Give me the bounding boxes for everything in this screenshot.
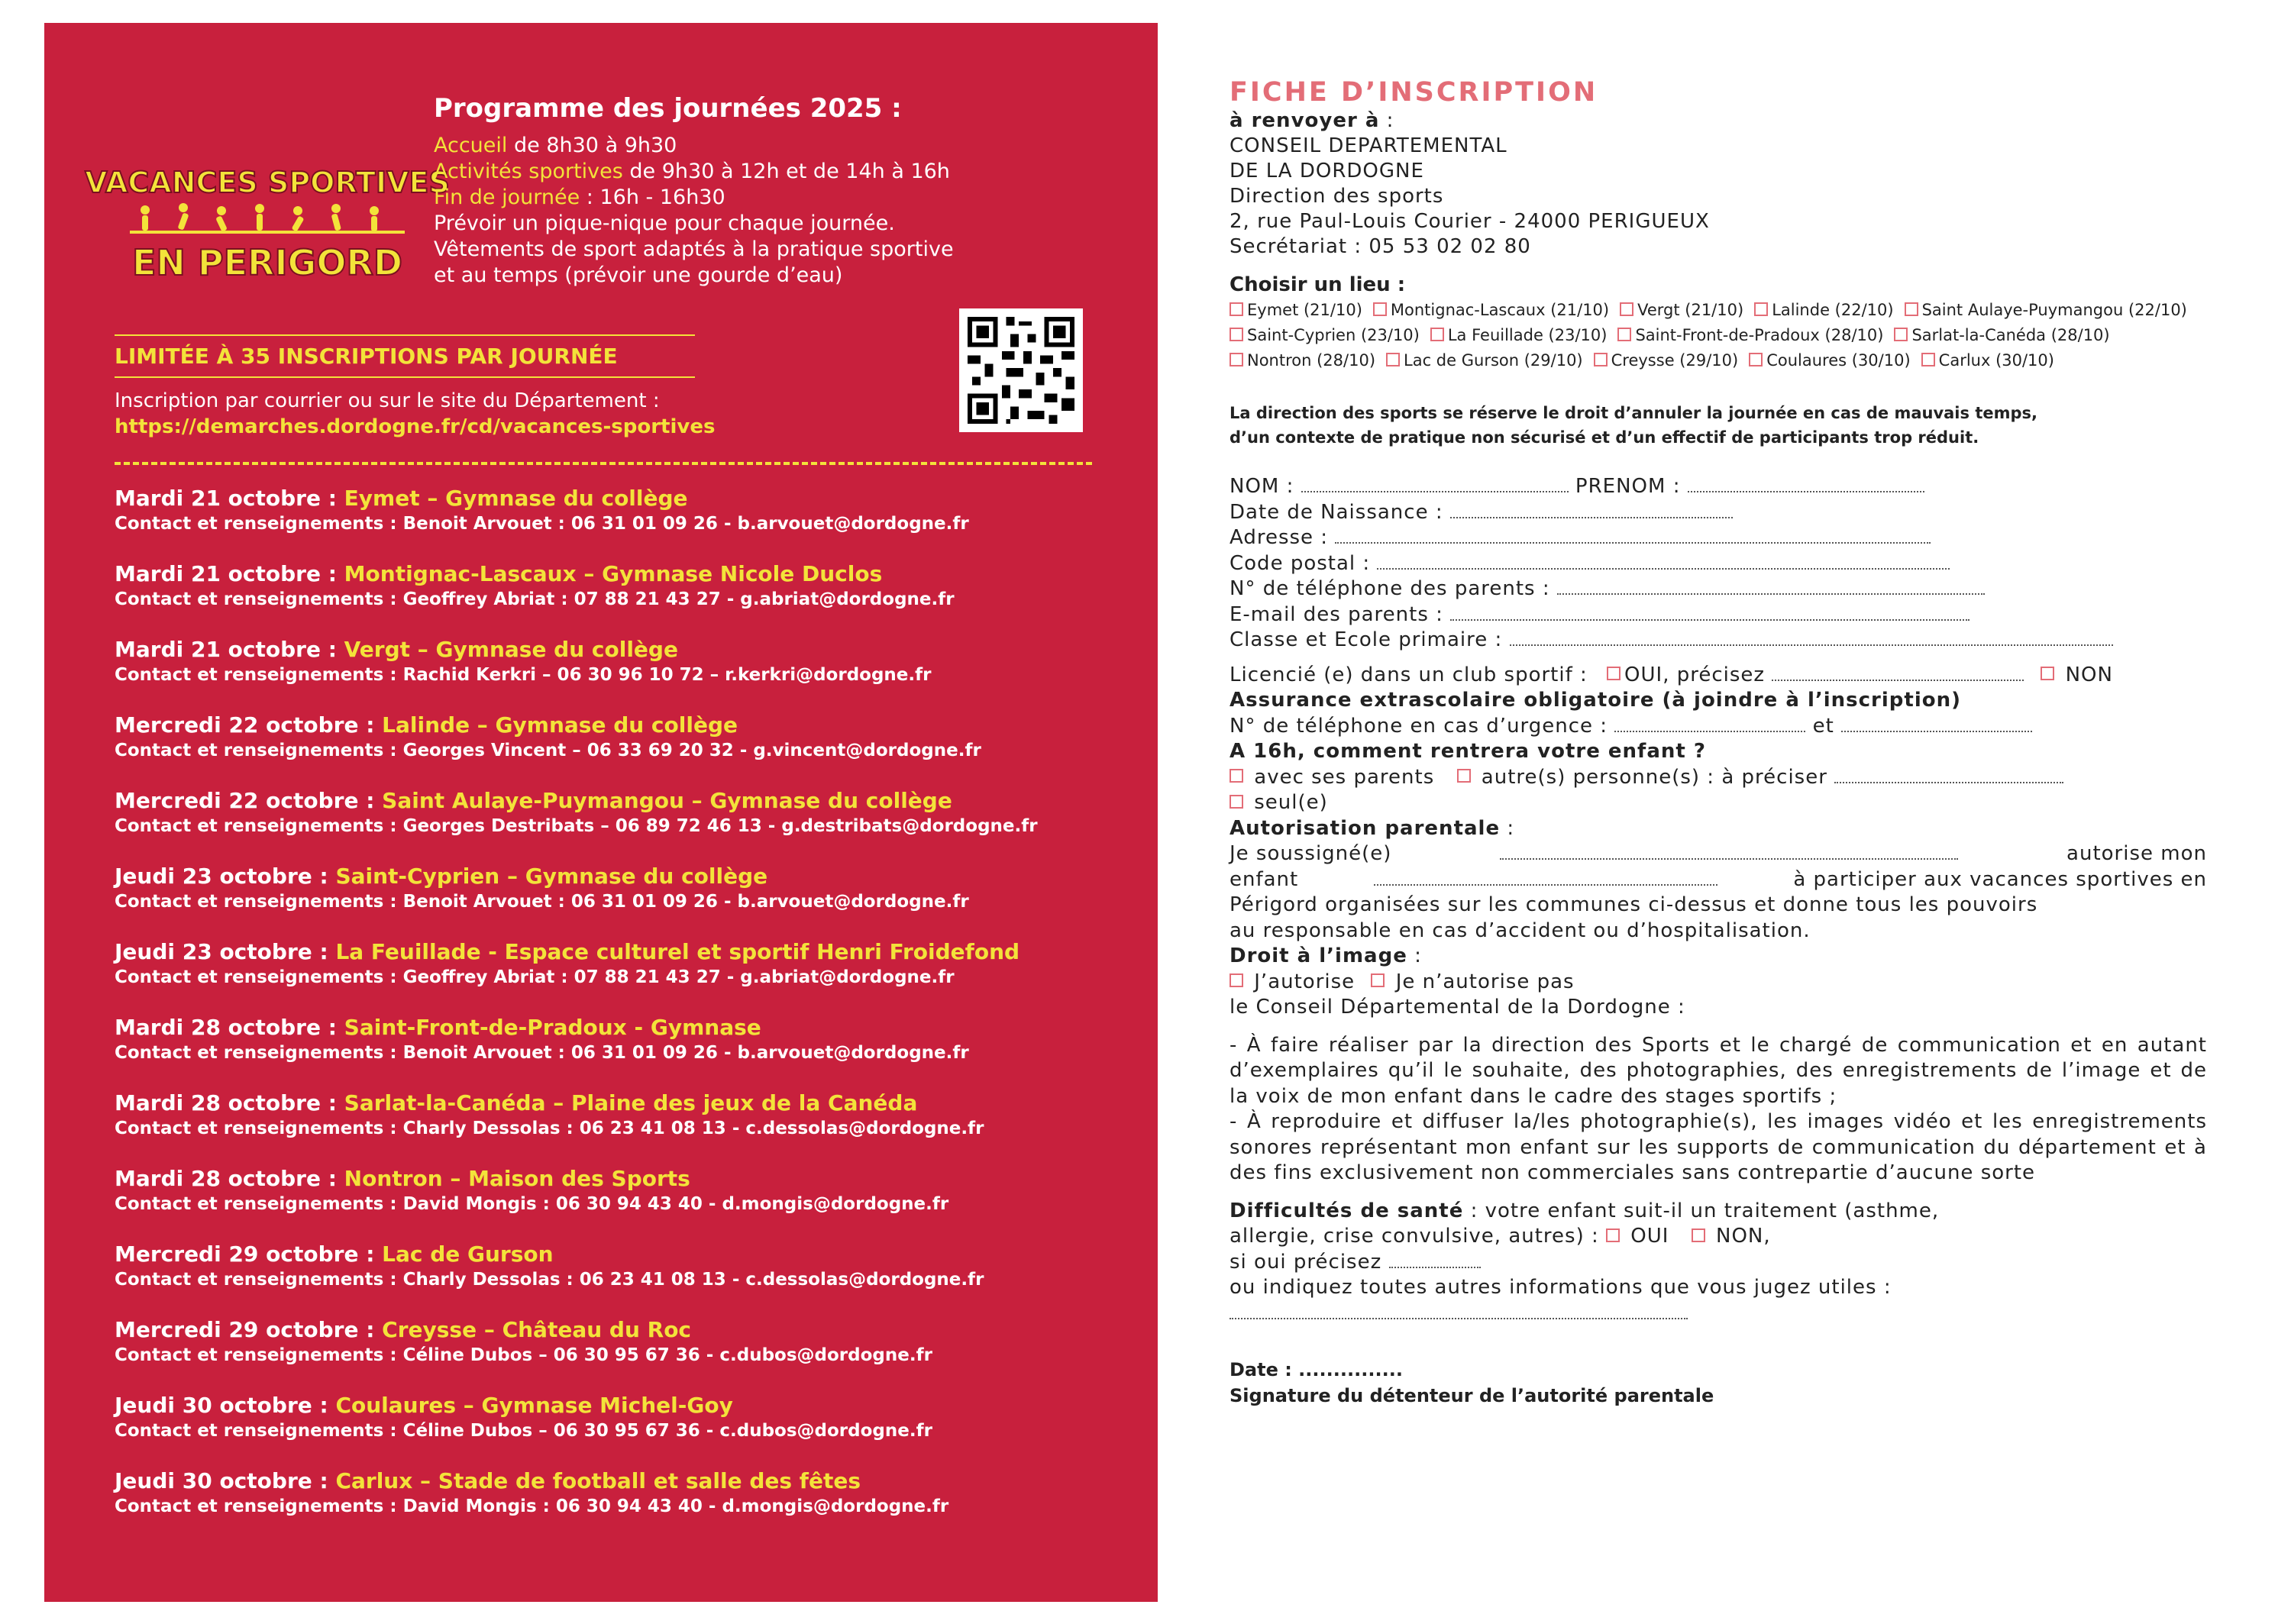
place-checkbox[interactable] [1894,328,1908,341]
parents-phone-label: N° de téléphone des parents : [1230,577,1550,600]
address-line: Secrétariat : 05 53 02 02 80 [1230,235,1531,258]
parental-authorization-label: Autorisation parentale [1230,816,1501,840]
participer-label: à participer aux vacances sportives en [1793,867,2207,891]
logo-line-2: EN PERIGORD [131,242,403,283]
program-title: Programme des journées 2025 : [434,93,902,124]
session-day: Jeudi 30 octobre : [115,1468,336,1493]
conseil-label: le Conseil Départemental de la Dordogne : [1230,996,1685,1019]
cancellation-warning [1230,401,2207,450]
place-label: Eymet (21/10) [1247,301,1362,319]
autorise-mon-label: autorise mon [2066,842,2207,865]
session-item [115,485,1123,560]
session-day: Jeudi 23 octobre : [115,939,336,964]
warning-line-1: La direction des sports se réserve le droit d’annuler la journée en cas de mauvais temps, [1230,404,2037,422]
session-place: Lalinde – Gymnase du collège [382,712,738,738]
licence-club-field[interactable] [1772,666,2024,681]
session-place: Carlux – Stade de football et salle des fêtes [335,1468,861,1493]
health-non-label: NON, [1716,1225,1771,1248]
place-option[interactable] [1749,348,1910,373]
session-place: La Feuillade - Espace culturel et sportif Henri Froidefond [335,939,1020,964]
session-item [115,1316,1123,1392]
session-contact: Contact et renseignements : Benoit Arvouet : 06 31 01 09 26 - b.arvouet@dordogne.fr [115,1043,969,1063]
form-title: FICHE D’INSCRIPTION [1230,77,1598,108]
accueil-label: Accueil [434,134,508,157]
session-place: Saint Aulaye-Puymangou – Gymnase du collège [382,788,952,813]
session-contact: Contact et renseignements : Charly Dessolas : 06 23 41 08 13 - c.dessolas@dordogne.fr [115,1270,984,1290]
address-line: DE LA DORDOGNE [1230,160,1424,182]
licence-non-label: NON [2065,663,2113,686]
session-contact: Contact et renseignements : Georges Vincent – 06 33 69 20 32 - g.vincent@dordogne.fr [115,741,981,760]
place-checkbox[interactable] [1921,353,1935,366]
insurance-label: Assurance extrascolaire obligatoire (à joindre à l’inscription) [1230,689,1961,712]
session-place: Lac de Gurson [382,1241,554,1267]
place-option[interactable] [1386,348,1583,373]
session-title [115,560,1123,588]
program-line-5: Vêtements de sport adaptés à la pratique sportive [434,237,954,261]
session-contact: Contact et renseignements : Céline Dubos – 06 30 95 67 36 - c.dubos@dordogne.fr [115,1421,932,1441]
send-to-label: à renvoyer à [1230,109,1380,132]
image-rights-colon: : [1407,944,1422,967]
session-item [115,560,1123,636]
session-day: Mardi 28 octobre : [115,1090,344,1115]
activites-text: de 9h30 à 12h et de 14h à 16h [622,160,950,183]
session-place: Coulaures – Gymnase Michel-Goy [335,1393,733,1418]
session-day: Mercredi 29 octobre : [115,1241,383,1267]
licence-non-checkbox[interactable] [2041,667,2054,680]
nom-field[interactable] [1301,477,1569,492]
health-question-2: allergie, crise convulsive, autres) : [1230,1225,1599,1248]
postal-code-label: Code postal : [1230,551,1371,575]
session-item [115,1014,1123,1090]
place-label: Vergt (21/10) [1637,301,1744,319]
place-checkbox[interactable] [1754,302,1768,316]
postal-code-field[interactable] [1377,554,1950,570]
accueil-text: de 8h30 à 9h30 [507,134,677,157]
session-title [115,1392,1123,1419]
place-option[interactable] [1921,348,2054,373]
session-item [115,1165,1123,1241]
parents-email-label: E-mail des parents : [1230,602,1443,626]
birthdate-label: Date de Naissance : [1230,500,1443,524]
pickup-other-checkbox[interactable] [1457,769,1471,783]
session-title [115,485,1123,512]
session-title [115,1090,1123,1117]
emergency-phone-field-1[interactable] [1614,717,1805,732]
session-title [115,1014,1123,1041]
parent-name-field[interactable] [1500,844,1958,860]
program-line-6: et au temps (prévoir une gourde d’eau) [434,263,843,287]
session-day: Mercredi 22 octobre : [115,788,383,813]
pickup-alone-checkbox[interactable] [1230,795,1243,809]
session-title [115,712,1123,739]
address-field[interactable] [1335,528,1931,544]
place-label: Sarlat-la-Canéda (28/10) [1911,326,2110,344]
session-title [115,636,1123,663]
place-label: La Feuillade (23/10) [1447,326,1608,344]
session-title [115,1316,1123,1344]
place-checkbox[interactable] [1617,328,1631,341]
session-place: Saint-Front-de-Pradoux - Gymnase [344,1015,761,1040]
program-panel [44,23,1158,1602]
session-title [115,1467,1123,1495]
authorization-line-4: au responsable en cas d’accident ou d’hospitalisation. [1230,919,1811,942]
athletes-silhouettes-icon [130,203,405,234]
session-title [115,787,1123,815]
session-day: Mercredi 29 octobre : [115,1317,383,1342]
parental-authorization-colon: : [1500,816,1515,840]
place-option[interactable] [1594,348,1739,373]
session-day: Mardi 28 octobre : [115,1166,344,1191]
place-option[interactable] [1617,323,1883,348]
session-item [115,1241,1123,1316]
address-line: Direction des sports [1230,185,1444,208]
je-soussigne-label: Je soussigné(e) [1230,842,1392,865]
session-place: Saint-Cyprien – Gymnase du collège [335,864,768,889]
health-non-checkbox[interactable] [1692,1228,1705,1242]
session-place: Sarlat-la-Canéda – Plaine des jeux de la Canéda [344,1090,918,1115]
session-place: Vergt – Gymnase du collège [344,637,678,662]
prenom-label: PRENOM : [1575,475,1681,498]
session-contact: Contact et renseignements : Charly Dessolas : 06 23 41 08 13 - c.dessolas@dordogne.fr [115,1119,984,1138]
session-place: Montignac-Lascaux – Gymnase Nicole Duclos [344,561,883,586]
pickup-question: A 16h, comment rentrera votre enfant ? [1230,740,1706,763]
place-label: Nontron (28/10) [1247,351,1376,370]
place-checkbox[interactable] [1386,353,1400,366]
session-list [115,485,1123,1543]
if-yes-field[interactable] [1389,1253,1481,1268]
session-day: Mardi 21 octobre : [115,486,344,511]
session-item [115,938,1123,1014]
class-school-label: Classe et Ecole primaire : [1230,628,1503,651]
place-label: Creysse (29/10) [1611,351,1739,370]
registration-form [1230,76,2207,1409]
emergency-phone-field-2[interactable] [1841,717,2032,732]
licence-label: Licencié (e) dans un club sportif : [1230,663,1588,686]
session-title [115,863,1123,890]
session-day: Mercredi 22 octobre : [115,712,383,738]
send-to-colon: : [1379,109,1394,132]
address-label: Adresse : [1230,526,1329,549]
image-authorize-checkbox[interactable] [1230,973,1243,987]
pickup-other-field[interactable] [1834,768,2063,783]
session-place: Creysse – Château du Roc [382,1317,692,1342]
pickup-other-label: autre(s) personne(s) : à préciser [1481,765,1827,789]
session-day: Jeudi 30 octobre : [115,1393,336,1418]
place-checkbox[interactable] [1230,353,1243,366]
session-item [115,1467,1123,1543]
parents-phone-field[interactable] [1557,580,1985,595]
place-option[interactable] [1620,298,1743,323]
image-rights-label: Droit à l’image [1230,944,1407,967]
activites-label: Activités sportives [434,160,623,183]
pickup-parents-checkbox[interactable] [1230,769,1243,783]
place-label: Coulaures (30/10) [1766,351,1911,370]
licence-oui-label: OUI, précisez [1624,663,1766,686]
program-line-4: Prévoir un pique-nique pour chaque journée. [434,211,895,235]
place-option[interactable] [1373,298,1609,323]
session-place: Eymet – Gymnase du collège [344,486,688,511]
health-label: Difficultés de santé [1230,1199,1464,1222]
child-name-field[interactable] [1374,870,1717,886]
session-item [115,1090,1123,1165]
warning-line-2: d’un contexte de pratique non sécurisé et d’un effectif de participants trop réduit. [1230,428,1979,447]
session-title [115,1241,1123,1268]
logo-line-1: VACANCES SPORTIVES [85,166,450,199]
health-oui-checkbox[interactable] [1606,1228,1620,1242]
session-day: Mardi 21 octobre : [115,561,344,586]
session-day: Jeudi 23 octobre : [115,864,336,889]
session-contact: Contact et renseignements : David Mongis : 06 30 94 43 40 - d.mongis@dordogne.fr [115,1194,949,1214]
session-item [115,636,1123,712]
session-item [115,787,1123,863]
pickup-parents-label: avec ses parents [1254,765,1435,789]
place-option[interactable] [1230,298,1362,323]
class-school-field[interactable] [1510,631,2113,646]
if-yes-label: si oui précisez [1230,1250,1382,1274]
place-option[interactable] [1430,323,1608,348]
health-oui-label: OUI [1630,1225,1669,1248]
program-info [434,92,1121,289]
place-checkbox[interactable] [1620,302,1633,316]
emergency-phone-label: N° de téléphone en cas d’urgence : [1230,714,1608,738]
vacances-sportives-logo [85,145,450,298]
other-info-label: ou indiquez toutes autres informations que vous jugez utiles : [1230,1276,1892,1299]
inscription-text: Inscription par courrier ou sur le site du Département : [115,389,660,412]
parents-email-field[interactable] [1450,605,1969,621]
fin-label: Fin de journée [434,186,580,209]
place-label: Carlux (30/10) [1938,351,2054,370]
place-checkbox-list [1230,298,2215,373]
fin-text: : 16h - 16h30 [580,186,725,209]
session-day: Mardi 21 octobre : [115,637,344,662]
session-contact: Contact et renseignements : Céline Dubos – 06 30 95 67 36 - c.dubos@dordogne.fr [115,1345,932,1365]
session-day: Mardi 28 octobre : [115,1015,344,1040]
and-label: et [1812,714,1834,738]
address-line: 2, rue Paul-Louis Courier - 24000 PERIGUEUX [1230,210,1710,233]
session-contact: Contact et renseignements : Benoit Arvouet : 06 31 01 09 26 - b.arvouet@dordogne.fr [115,514,969,534]
place-option[interactable] [1230,323,1420,348]
signature-label: Signature du détenteur de l’autorité parentale [1230,1385,1714,1406]
image-refuse-label: Je n’autorise pas [1395,970,1575,993]
session-item [115,1392,1123,1467]
place-label: Montignac-Lascaux (21/10) [1390,301,1610,319]
dashed-divider [115,462,1092,465]
image-refuse-checkbox[interactable] [1371,973,1385,987]
inscription-info [115,388,916,440]
place-option[interactable] [1905,298,2187,323]
nom-label: NOM : [1230,475,1294,498]
authorization-line-3: Périgord organisées sur les communes ci-dessus et donne tous les pouvoirs [1230,893,2038,916]
place-checkbox[interactable] [1230,302,1243,316]
session-contact: Contact et renseignements : Benoit Arvouet : 06 31 01 09 26 - b.arvouet@dordogne.fr [115,892,969,912]
place-checkbox[interactable] [1749,353,1763,366]
place-label: Saint Aulaye-Puymangou (22/10) [1921,301,2187,319]
place-option[interactable] [1894,323,2109,348]
qr-code-icon[interactable] [959,308,1083,432]
session-place: Nontron – Maison des Sports [344,1166,690,1191]
place-checkbox[interactable] [1594,353,1608,366]
place-option[interactable] [1230,348,1375,373]
prenom-field[interactable] [1688,477,1924,492]
session-title [115,1165,1123,1193]
limit-banner: LIMITÉE À 35 INSCRIPTIONS PAR JOURNÉE [115,334,695,378]
health-question: : votre enfant suit-il un traitement (asthme, [1463,1199,1940,1222]
licence-oui-checkbox[interactable] [1607,667,1621,680]
session-title [115,938,1123,966]
session-contact: Contact et renseignements : David Mongis : 06 30 94 43 40 - d.mongis@dordogne.fr [115,1496,949,1516]
form-fields [1230,474,2207,1326]
place-checkbox[interactable] [1430,328,1444,341]
image-rights-paragraph-2: - À reproduire et diffuser la/les photographie(s), les images vidéo et les enregistrements sonores représentant mon enfant sur les supports de communication du département et à des fins exclusivement non commerciales sans contrepartie d’aucune sorte [1230,1110,2207,1184]
address-line: CONSEIL DEPARTEMENTAL [1230,134,1507,157]
session-contact: Contact et renseignements : Rachid Kerkri – 06 30 96 10 72 – r.kerkri@dordogne.fr [115,665,932,685]
place-checkbox[interactable] [1373,302,1387,316]
pickup-alone-label: seul(e) [1254,791,1328,814]
session-contact: Contact et renseignements : Geoffrey Abriat : 07 88 21 43 27 - g.abriat@dordogne.fr [115,589,955,609]
choose-place-label: Choisir un lieu : [1230,273,1406,296]
date-field[interactable]: Date : ............... [1230,1359,1403,1380]
inscription-link[interactable]: https://demarches.dordogne.fr/cd/vacances-sportives [115,415,716,438]
place-checkbox[interactable] [1905,302,1918,316]
place-option[interactable] [1754,298,1893,323]
place-checkbox[interactable] [1230,328,1243,341]
place-label: Lac de Gurson (29/10) [1404,351,1583,370]
session-item [115,863,1123,938]
place-label: Saint-Cyprien (23/10) [1247,326,1420,344]
place-label: Saint-Front-de-Pradoux (28/10) [1635,326,1884,344]
session-item [115,712,1123,787]
birthdate-field[interactable] [1450,503,1733,518]
session-contact: Contact et renseignements : Geoffrey Abriat : 07 88 21 43 27 - g.abriat@dordogne.fr [115,967,955,987]
place-label: Lalinde (22/10) [1772,301,1894,319]
session-contact: Contact et renseignements : Georges Destribats – 06 89 72 46 13 - g.destribats@dordogne.fr [115,816,1038,836]
other-info-field[interactable] [1230,1304,1688,1319]
image-authorize-label: J’autorise [1254,970,1356,993]
enfant-label: enfant [1230,867,1299,891]
image-rights-paragraph-1: - À faire réaliser par la direction des Sports et le chargé de communication et en autant d’exemplaires qu’il le souhaite, des photographies, des enregistrements de l’image et de la voix de mon enfant dans le cadre des stages sportifs ; [1230,1033,2207,1108]
